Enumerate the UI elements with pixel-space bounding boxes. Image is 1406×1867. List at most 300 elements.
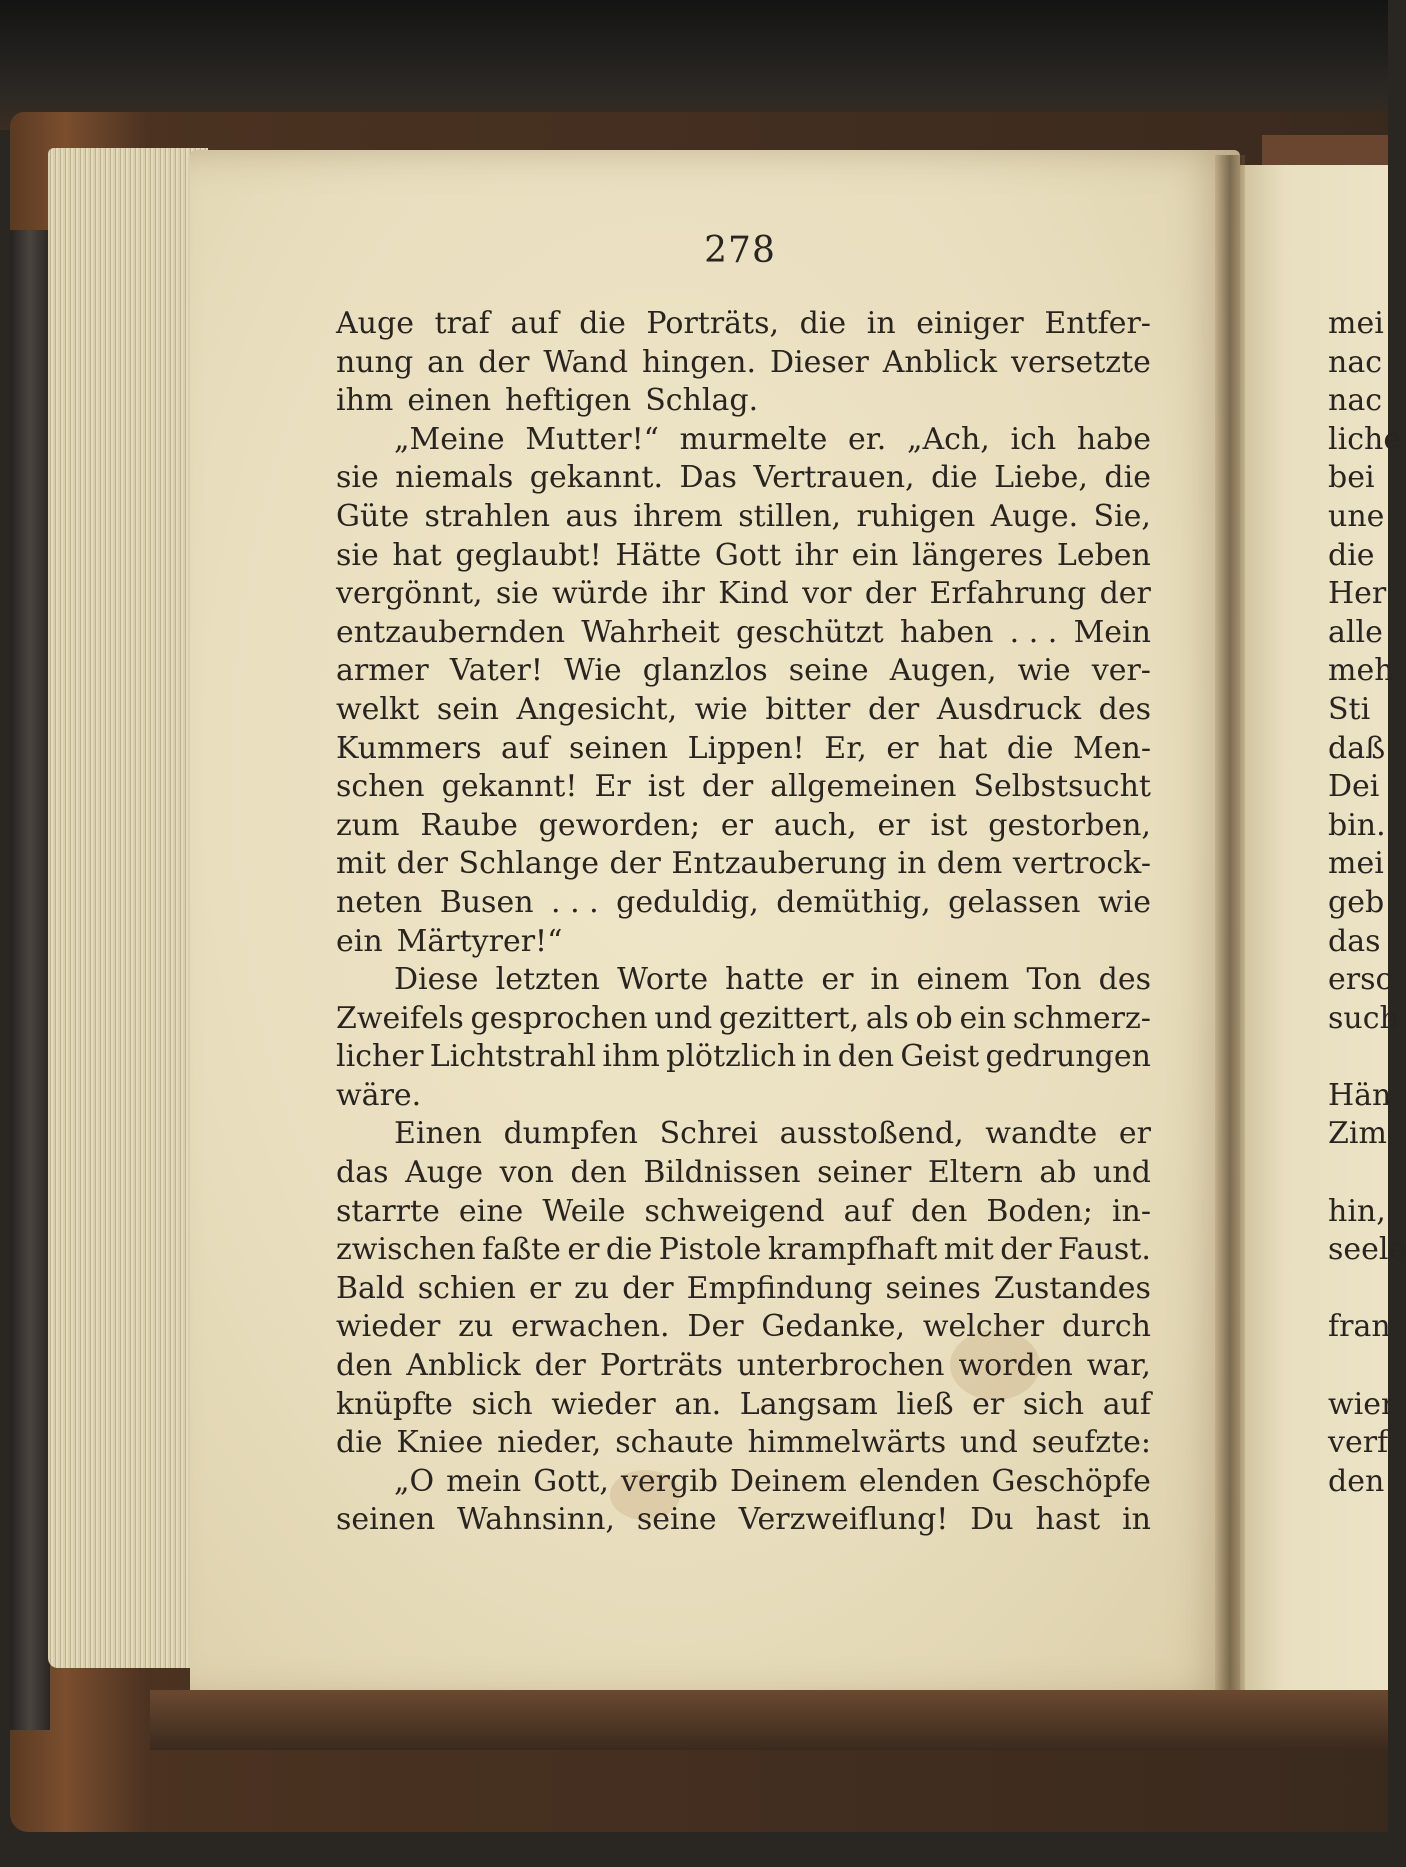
text-line [336, 923, 1151, 962]
right-cover-edge [1262, 135, 1388, 167]
word: der [534, 1348, 586, 1384]
word: zum [336, 807, 400, 843]
word: schweigend [644, 1193, 825, 1229]
word: starrte [336, 1193, 440, 1229]
word: der [1099, 576, 1151, 612]
word: vor [802, 576, 852, 612]
word: sein [436, 691, 499, 727]
word: Entzauberung [671, 846, 887, 882]
word: ab [1039, 1155, 1077, 1191]
text-line [336, 575, 1151, 614]
text-line [336, 1000, 1151, 1039]
facing-page-fragment: den [1328, 1463, 1385, 1499]
word: sie [495, 576, 539, 612]
word: er [877, 807, 910, 843]
facing-page-fragment: geb [1328, 884, 1385, 920]
word: wandte [985, 1116, 1098, 1152]
word: dumpfen [503, 1116, 638, 1152]
word: und [959, 1425, 1018, 1461]
word: Lippen! [687, 730, 805, 766]
word: Vertrauen, [753, 460, 915, 496]
word: ver- [1091, 653, 1151, 689]
word: einen [407, 383, 492, 419]
facing-page-fragment: meh [1328, 653, 1394, 689]
word: schmerz- [1012, 1000, 1151, 1036]
word: vergib [620, 1463, 718, 1499]
word: den [570, 1155, 627, 1191]
word: Empfindung [686, 1270, 873, 1306]
facing-page-fragment: such [1328, 1000, 1399, 1036]
text-line [336, 614, 1151, 653]
text-line [336, 382, 1151, 421]
word: der [609, 846, 661, 882]
word: Langsam [739, 1386, 878, 1422]
word: sich [1022, 1386, 1085, 1422]
word: nieder, [497, 1425, 602, 1461]
facing-page-fragment: Her [1328, 576, 1387, 612]
word: Deinem [729, 1463, 847, 1499]
word: ein [851, 537, 899, 573]
word: Wahrheit [581, 614, 720, 650]
word: Faust. [1057, 1232, 1151, 1268]
word: Bildnissen [643, 1155, 801, 1191]
word: gekannt! [441, 769, 578, 805]
facing-page-fragment: Zim [1328, 1116, 1387, 1152]
word: Einen [394, 1116, 482, 1152]
word: der [396, 846, 448, 882]
word: und [654, 1000, 713, 1036]
word: Lichtstrahl [429, 1039, 597, 1075]
facing-page-fragment: die [1328, 537, 1375, 573]
word: den [336, 1348, 393, 1384]
word: der [622, 1270, 674, 1306]
word: Zustandes [993, 1270, 1151, 1306]
word: in [802, 1039, 832, 1075]
word: der [867, 691, 920, 727]
word: des [1098, 691, 1151, 727]
word: der [478, 344, 530, 380]
word: ihr [661, 576, 705, 612]
word: seiner [817, 1155, 912, 1191]
word: stillen, [738, 498, 842, 534]
facing-page-fragment: nac [1328, 344, 1383, 380]
word: aus [565, 498, 619, 534]
word: hast [1035, 1502, 1101, 1538]
text-line [336, 1424, 1151, 1463]
text-line [336, 1154, 1151, 1193]
word: Busen [439, 884, 534, 920]
facing-page-fragment: fran [1328, 1309, 1391, 1345]
word: Sie, [1093, 498, 1151, 534]
word: schaute [615, 1425, 734, 1461]
text-line [336, 1115, 1151, 1154]
word: Raube [420, 807, 518, 843]
word: Schlag. [645, 383, 759, 419]
text-line [336, 1038, 1151, 1077]
page-stack-edge [48, 148, 208, 1668]
word: Leben [1056, 537, 1151, 573]
word: wie [1017, 653, 1071, 689]
word: einem [916, 962, 1010, 998]
word: Hätte [615, 537, 702, 573]
word: das [336, 1155, 389, 1191]
word: Gott [714, 537, 782, 573]
word: dem [936, 846, 1003, 882]
word: Er [594, 769, 631, 805]
word: hingen. [641, 344, 757, 380]
word: Güte [336, 498, 410, 534]
word: hat [938, 730, 988, 766]
word: versetzte [1011, 344, 1151, 380]
word: er [567, 1232, 600, 1268]
word: zu [458, 1309, 494, 1345]
word: Kind [718, 576, 789, 612]
word: Diese [394, 962, 479, 998]
word: seufzte: [1031, 1425, 1151, 1461]
word: die [579, 306, 626, 341]
word: faßte [482, 1232, 561, 1268]
word: die [1006, 730, 1054, 766]
word: vergönnt, [336, 576, 483, 612]
word: wieder [336, 1309, 441, 1345]
word: er. [847, 421, 887, 457]
word: allgemeinen [770, 769, 957, 805]
word: Weile [542, 1193, 626, 1229]
word: unterbrochen [736, 1348, 945, 1384]
word: des [1098, 962, 1151, 998]
body-text [336, 305, 1151, 1540]
word: einiger [916, 306, 1024, 341]
word: gezittert, [718, 1000, 860, 1036]
text-line [336, 1308, 1151, 1347]
word: Schlange [458, 846, 599, 882]
facing-page-fragment: Hän [1328, 1077, 1392, 1113]
word: Eltern [927, 1155, 1023, 1191]
word: ein [959, 1000, 1007, 1036]
word: erwachen. [511, 1309, 670, 1345]
word: die [1104, 460, 1151, 496]
word: licher [336, 1039, 424, 1075]
word: welcher [922, 1309, 1045, 1345]
text-line [336, 1386, 1151, 1425]
text-line [336, 305, 1151, 344]
word: seinen [336, 1502, 436, 1538]
word: die [931, 460, 978, 496]
cover-spine-edge [10, 230, 50, 1730]
word: mein [446, 1463, 522, 1499]
word: welkt [336, 691, 420, 727]
word: ihm [336, 383, 394, 419]
word: Men- [1073, 730, 1151, 766]
word: mit [943, 1232, 994, 1268]
word: Auge [336, 306, 414, 341]
word: ihrem [633, 498, 723, 534]
word: die [605, 1232, 653, 1268]
word: Kniee [396, 1425, 484, 1461]
word: wieder [551, 1386, 656, 1422]
word: den [837, 1039, 895, 1075]
word: ob [915, 1000, 953, 1036]
word: auch, [773, 807, 857, 843]
word: er [972, 1386, 1005, 1422]
facing-page-fragment [1328, 1347, 1388, 1386]
word: strahlen [424, 498, 551, 534]
word: wäre. [336, 1077, 422, 1113]
word: ihm [602, 1039, 660, 1075]
word: geduldig, [616, 884, 759, 920]
word: als [865, 1000, 909, 1036]
word: Erfahrung [929, 576, 1087, 612]
word: gestorben, [988, 807, 1151, 843]
word: ich [1010, 421, 1057, 457]
word: glanzlos [642, 653, 768, 689]
text-line [336, 652, 1151, 691]
word: wie [694, 691, 748, 727]
word: die [336, 1425, 383, 1461]
word: auf [1102, 1386, 1151, 1422]
book-bottom-edge [150, 1690, 1388, 1750]
word: Verzweiflung! [738, 1502, 949, 1538]
word: mit [336, 846, 387, 882]
facing-page-fragment: Sti [1328, 691, 1371, 727]
word: von [499, 1155, 554, 1191]
word: Wie [564, 653, 622, 689]
facing-page-fragment: verf [1328, 1425, 1389, 1461]
word: hatte [725, 962, 805, 998]
text-line [336, 730, 1151, 769]
word: auf [510, 306, 559, 341]
word: Mutter!“ [525, 421, 659, 457]
word: hat [392, 537, 442, 573]
word: elenden [858, 1463, 980, 1499]
text-line [336, 537, 1151, 576]
word: Augen, [889, 653, 997, 689]
word: geworden; [538, 807, 701, 843]
word: neten [336, 884, 423, 920]
word: ausstoßend, [779, 1116, 964, 1152]
facing-page-fragment: ersc [1328, 962, 1393, 998]
facing-page-fragment: seele [1328, 1232, 1406, 1268]
word: würde [551, 576, 649, 612]
word: die [799, 306, 847, 341]
word: auf [501, 730, 550, 766]
word: niemals [395, 460, 514, 496]
word: an [427, 344, 465, 380]
word: seine [636, 1502, 717, 1538]
word: in- [1111, 1193, 1151, 1229]
word: Porträts [599, 1348, 723, 1384]
word: murmelte [679, 421, 828, 457]
facing-page-fragment: alle [1328, 614, 1383, 650]
text-line [336, 1463, 1151, 1502]
word: habe [1076, 421, 1151, 457]
word: er [821, 962, 854, 998]
word: traf [434, 306, 490, 341]
word: Boden; [986, 1193, 1093, 1229]
word: Gedanke, [761, 1309, 906, 1345]
word: und [1093, 1155, 1151, 1191]
word: auf [843, 1193, 892, 1229]
word: er [886, 730, 919, 766]
word: Vater! [449, 653, 543, 689]
text-line [336, 1193, 1151, 1232]
word: Anblick [882, 344, 998, 380]
word: plötzlich [666, 1039, 797, 1075]
word: . . . [551, 884, 599, 920]
word: worden [958, 1348, 1073, 1384]
word: Ausdruck [936, 691, 1082, 727]
word: krampfhaft [767, 1232, 938, 1268]
book-gutter [1215, 155, 1245, 1700]
facing-page-fragment [1328, 1270, 1388, 1309]
word: Auge. [990, 498, 1079, 534]
facing-page-fragment: hin, [1328, 1193, 1386, 1229]
word: in [870, 962, 900, 998]
text-line [336, 768, 1151, 807]
word: knüpfte [336, 1386, 453, 1422]
word: an. [674, 1386, 722, 1422]
word: Schrei [659, 1116, 758, 1152]
text-line [336, 344, 1151, 383]
word: Mein [1073, 614, 1151, 650]
word: Zweifels [336, 1000, 464, 1036]
word: zwischen [336, 1232, 476, 1268]
word: durch [1061, 1309, 1151, 1345]
facing-page-fragment [1328, 1154, 1388, 1193]
word: „Meine [394, 421, 505, 457]
facing-page-fragment: wier [1328, 1386, 1396, 1422]
word: geschützt [736, 614, 884, 650]
word: Liebe, [994, 460, 1088, 496]
facing-page-fragment: das [1328, 923, 1381, 959]
word: sie [336, 537, 379, 573]
word: Das [679, 460, 737, 496]
word: Dieser [769, 344, 869, 380]
word: Wand [543, 344, 629, 380]
facing-page-fragment: liche [1328, 421, 1402, 457]
word: schien [417, 1270, 516, 1306]
word: schen [336, 769, 425, 805]
word: den [911, 1193, 968, 1229]
word: war, [1086, 1348, 1151, 1384]
text-line [336, 1270, 1151, 1309]
word: Der [687, 1309, 744, 1345]
word: Entfer- [1044, 306, 1151, 341]
word: der [864, 576, 917, 612]
word: ist [930, 807, 968, 843]
text-line [336, 421, 1151, 460]
facing-page-fragment [1328, 1038, 1388, 1077]
facing-page-fragment: bin. [1328, 807, 1386, 843]
word: Wahnsinn, [457, 1502, 615, 1538]
word: ein [336, 923, 383, 959]
word: seines [885, 1270, 981, 1306]
word: armer [336, 653, 429, 689]
word: Pistole [658, 1232, 762, 1268]
text-line [336, 1231, 1151, 1270]
word: gelassen [948, 884, 1081, 920]
word: der [701, 769, 754, 805]
word: heftigen [505, 383, 632, 419]
facing-page-fragment: nac [1328, 383, 1383, 419]
word: seinen [568, 730, 669, 766]
word: Worte [617, 962, 709, 998]
word: in [897, 846, 927, 882]
word: gesprochen [470, 1000, 648, 1036]
word: entzaubernden [336, 614, 566, 650]
word: Er, [824, 730, 867, 766]
word: Porträts, [646, 306, 780, 341]
text-line [336, 459, 1151, 498]
word: bitter [765, 691, 851, 727]
facing-page-fragment: daß [1328, 730, 1386, 766]
word: demüthig, [776, 884, 931, 920]
text-line [336, 1077, 1151, 1116]
facing-page-fragment: Dei [1328, 769, 1380, 805]
word: Kummers [336, 730, 482, 766]
word: nung [336, 344, 414, 380]
word: Selbstsucht [973, 769, 1151, 805]
word: er [1118, 1116, 1151, 1152]
word: Bald [336, 1270, 405, 1306]
word: ruhigen [856, 498, 976, 534]
word: zu [574, 1270, 610, 1306]
word: gekannt. [529, 460, 664, 496]
word: Auge [405, 1155, 484, 1191]
word: der [1000, 1232, 1052, 1268]
word: seine [788, 653, 869, 689]
page-number: 278 [704, 230, 776, 271]
word: gedrungen [985, 1039, 1151, 1075]
word: ihr [794, 537, 838, 573]
word: wie [1097, 884, 1151, 920]
word: „O [394, 1463, 435, 1499]
text-line [336, 845, 1151, 884]
word: sie [336, 460, 379, 496]
word: Märtyrer!“ [396, 923, 563, 959]
word: sich [471, 1386, 533, 1422]
text-line [336, 1347, 1151, 1386]
word: ist [647, 769, 685, 805]
word: Geschöpfe [991, 1463, 1151, 1499]
facing-page-fragment: mei [1328, 306, 1384, 341]
word: vertrock- [1012, 846, 1151, 882]
word: haben [899, 614, 994, 650]
text-line [336, 1501, 1151, 1540]
facing-page-fragment: mei [1328, 846, 1384, 882]
word: Du [970, 1502, 1014, 1538]
text-line [336, 691, 1151, 730]
facing-page-text [1328, 305, 1406, 1501]
word: himmelwärts [747, 1425, 947, 1461]
word: er [720, 807, 754, 843]
word: längeres [912, 537, 1044, 573]
word: Anblick [406, 1348, 521, 1384]
word: in [1122, 1502, 1151, 1538]
word: er [528, 1270, 562, 1306]
word: Geist [900, 1039, 980, 1075]
word: Ton [1026, 962, 1082, 998]
text-line [336, 498, 1151, 537]
word: ließ [896, 1386, 954, 1422]
text-line [336, 884, 1151, 923]
word: geglaubt! [455, 537, 602, 573]
word: „Ach, [906, 421, 990, 457]
word: Angesicht, [516, 691, 678, 727]
scan-background [0, 0, 1388, 130]
word: in [866, 306, 896, 341]
text-line [336, 807, 1151, 846]
